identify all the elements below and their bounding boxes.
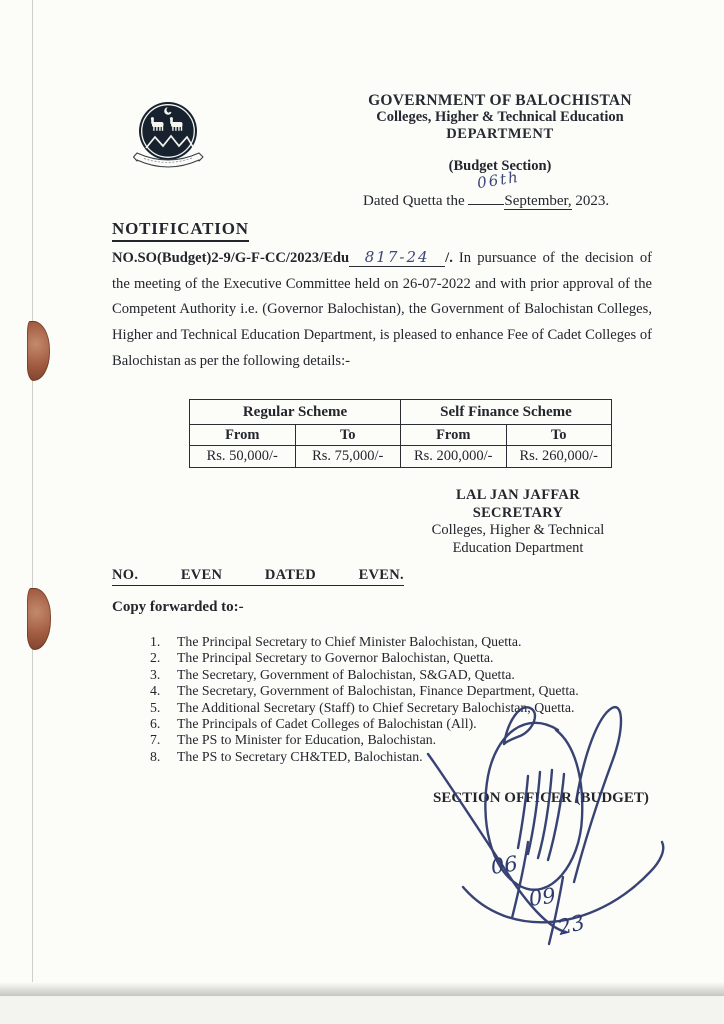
signatory-dept-line1: Colleges, Higher & Technical bbox=[431, 522, 605, 539]
signature-date-year: 23 bbox=[555, 910, 588, 940]
list-item: 5. The Additional Secretary (Staff) to Chief Secretary Balochistan, Quetta. bbox=[150, 699, 575, 715]
budget-section-label: (Budget Section) bbox=[448, 158, 552, 174]
section-officer-title: SECTION OFFICER (BUDGET) bbox=[433, 790, 649, 806]
fee-value: Rs. 200,000/- bbox=[401, 446, 507, 468]
org-department-word: DEPARTMENT bbox=[446, 125, 554, 142]
col-header: To bbox=[506, 425, 612, 446]
scheme-header-self-finance: Self Finance Scheme bbox=[401, 400, 612, 425]
date-year: 2023. bbox=[575, 193, 610, 209]
handwritten-day: 06th bbox=[475, 167, 521, 193]
col-header: To bbox=[295, 425, 401, 446]
signature-date-day: 06 bbox=[489, 851, 520, 879]
table-row bbox=[190, 446, 612, 468]
page-fold-line bbox=[32, 0, 33, 986]
scan-edge-shadow bbox=[0, 982, 724, 996]
signatory-dept-line2: Education Department bbox=[452, 539, 584, 556]
list-item: 8. The PS to Secretary CH&TED, Balochistan. bbox=[150, 748, 423, 764]
signatory-name: LAL JAN JAFFAR bbox=[456, 487, 580, 503]
org-name: GOVERNMENT OF BALOCHISTAN bbox=[368, 92, 632, 109]
date-blank-line bbox=[468, 204, 504, 205]
notification-body bbox=[112, 246, 652, 375]
date-prefix: Dated Quetta the bbox=[363, 193, 465, 209]
handwritten-reference: 817-24 bbox=[349, 248, 445, 267]
list-item: 6. The Principals of Cadet Colleges of Balochistan (All). bbox=[150, 716, 477, 732]
binder-rivet-bottom bbox=[27, 588, 51, 650]
dated-label: DATED bbox=[264, 567, 317, 583]
list-item: 4. The Secretary, Government of Balochistan, Finance Department, Quetta. bbox=[150, 683, 579, 699]
body-paragraph-text: In pursuance of the decision of the meeting of the Executive Committee held on 26-07-2022 and with prior approval of the Competent Authority i.e. (Governor Balochistan), the Government of Balochistan Colleges, Higher and Technical Education Department, is pleased to enhance Fee of Cadet Colleges of Balochistan as per the following details:- bbox=[112, 250, 652, 369]
dated-value: EVEN. bbox=[358, 567, 404, 583]
col-header: From bbox=[401, 425, 507, 446]
reference-even-line bbox=[112, 567, 404, 586]
date-line bbox=[363, 193, 609, 210]
list-item: 7. The PS to Minister for Education, Balochistan. bbox=[150, 732, 437, 748]
scan-background bbox=[0, 996, 724, 1024]
fee-value: Rs. 50,000/- bbox=[190, 446, 296, 468]
signatory-designation: SECRETARY bbox=[472, 504, 564, 521]
no-label: NO. bbox=[112, 567, 139, 583]
scheme-header-regular: Regular Scheme bbox=[190, 400, 401, 425]
org-department-line: Colleges, Higher & Technical Education bbox=[376, 109, 624, 125]
list-item: 3. The Secretary, Government of Balochistan, S&GAD, Quetta. bbox=[150, 666, 515, 682]
signature-date-month: 09 bbox=[527, 883, 558, 911]
signatory-block bbox=[420, 487, 616, 557]
notification-title: NOTIFICATION bbox=[112, 219, 249, 242]
table-row bbox=[190, 425, 612, 446]
no-value: EVEN bbox=[180, 567, 223, 583]
letterhead bbox=[340, 92, 660, 142]
fee-value: Rs. 260,000/- bbox=[506, 446, 612, 468]
date-month: September, bbox=[504, 193, 572, 209]
reference-number: NO.SO(Budget)2-9/G-F-CC/2023/Edu bbox=[112, 250, 350, 266]
list-item: 1. The Principal Secretary to Chief Minister Balochistan, Quetta. bbox=[150, 634, 522, 649]
reference-separator: /. bbox=[445, 250, 453, 266]
col-header: From bbox=[190, 425, 296, 446]
handwritten-signature bbox=[408, 692, 683, 947]
balochistan-emblem-icon bbox=[133, 97, 225, 195]
table-row bbox=[190, 400, 612, 425]
fee-value: Rs. 75,000/- bbox=[295, 446, 401, 468]
list-item: 2. The Principal Secretary to Governor Balochistan, Quetta. bbox=[150, 650, 494, 666]
fee-table bbox=[189, 399, 612, 468]
binder-rivet-top bbox=[27, 321, 50, 381]
copy-forwarded-heading: Copy forwarded to:- bbox=[112, 599, 244, 615]
